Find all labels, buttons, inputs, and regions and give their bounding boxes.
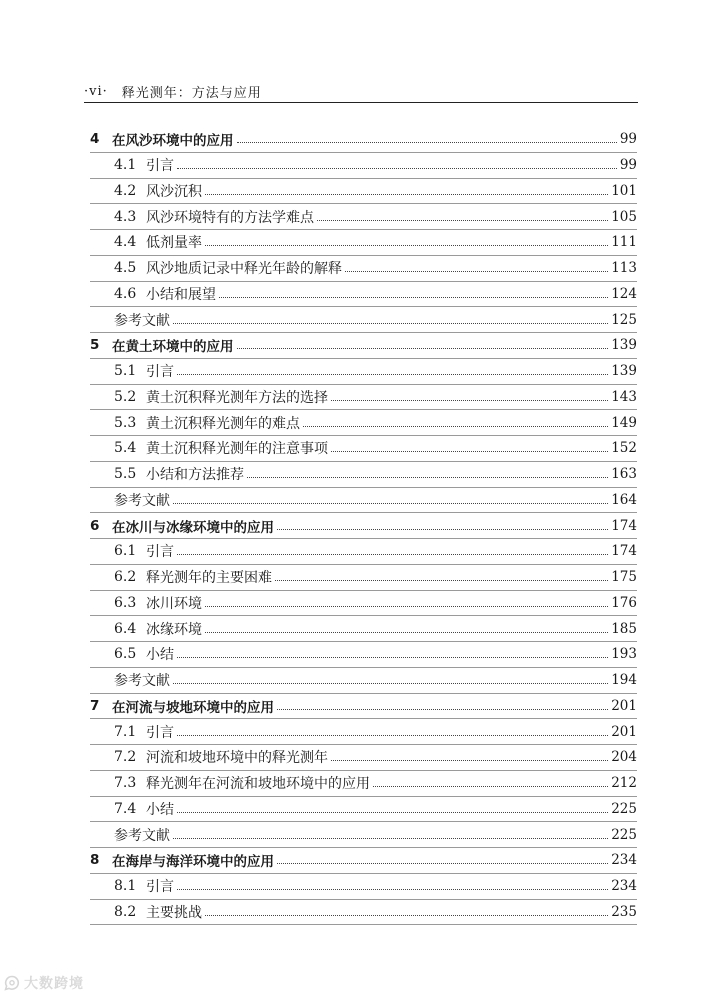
toc-references-entry [90, 822, 637, 848]
table-of-contents [90, 127, 637, 925]
toc-entry-page: 111 [611, 234, 637, 251]
toc-entry-title: 小结 [146, 647, 174, 664]
toc-references-entry [90, 668, 637, 694]
toc-chapter-entry [90, 694, 637, 720]
toc-entry-number: 7 [90, 697, 100, 714]
toc-dot-leader [331, 450, 608, 452]
toc-section-entry [90, 771, 637, 797]
header-book-title: 释光测年：方法与应用 [121, 85, 262, 101]
toc-entry-number: 4.5 [114, 260, 137, 277]
toc-section-entry [90, 719, 637, 745]
toc-section-entry [90, 591, 637, 617]
toc-entry-number: 4.6 [114, 285, 137, 302]
toc-dot-leader [277, 528, 608, 530]
toc-dot-leader [303, 425, 608, 427]
toc-entry-number: 6.4 [114, 620, 137, 637]
watermark [4, 973, 84, 993]
toc-entry-number: 7.2 [114, 749, 137, 766]
toc-entry-number: 5 [90, 337, 100, 354]
toc-entry-page: 194 [611, 672, 637, 689]
toc-dot-leader [277, 862, 608, 864]
toc-section-entry [90, 385, 637, 411]
toc-entry-title: 参考文献 [114, 673, 170, 690]
toc-entry-page: 201 [611, 697, 637, 714]
toc-entry-title: 风沙地质记录中释光年龄的解释 [146, 261, 342, 278]
toc-entry-title: 在河流与坡地环境中的应用 [112, 699, 274, 716]
toc-entry-page: 139 [611, 363, 637, 380]
toc-entry-page: 204 [611, 749, 637, 766]
toc-entry-number: 7.1 [114, 723, 137, 740]
toc-entry-page: 235 [611, 903, 637, 920]
toc-section-entry [90, 204, 637, 230]
toc-section-entry [90, 179, 637, 205]
toc-section-entry [90, 745, 637, 771]
toc-entry-number: 4.4 [114, 234, 137, 251]
toc-entry-page: 125 [611, 311, 637, 328]
toc-section-entry [90, 797, 637, 823]
toc-entry-title: 冰缘环境 [146, 621, 202, 638]
toc-entry-title: 参考文献 [114, 312, 170, 329]
toc-entry-title: 引言 [146, 724, 174, 741]
toc-section-entry [90, 153, 637, 179]
toc-entry-page: 163 [611, 466, 637, 483]
toc-entry-title: 黄土沉积释光测年的难点 [146, 415, 300, 432]
toc-section-entry [90, 565, 637, 591]
toc-dot-leader [331, 759, 608, 761]
toc-entry-title: 在风沙环境中的应用 [112, 133, 234, 150]
toc-dot-leader [177, 888, 608, 890]
toc-entry-number: 5.4 [114, 440, 137, 457]
toc-entry-title: 冰川环境 [146, 595, 202, 612]
toc-chapter-entry [90, 127, 637, 153]
toc-dot-leader [373, 785, 608, 787]
toc-entry-page: 212 [611, 775, 637, 792]
toc-entry-page: 176 [611, 594, 637, 611]
toc-entry-number: 5.5 [114, 466, 137, 483]
running-header [84, 80, 638, 103]
toc-section-entry [90, 874, 637, 900]
toc-entry-page: 124 [611, 285, 637, 302]
toc-dot-leader [205, 244, 608, 246]
watermark-text: 大数跨境 [24, 976, 84, 992]
toc-chapter-entry [90, 848, 637, 874]
toc-entry-page: 193 [611, 646, 637, 663]
toc-dot-leader [177, 656, 608, 658]
toc-chapter-entry [90, 333, 637, 359]
toc-entry-number: 4.3 [114, 208, 137, 225]
toc-entry-title: 河流和坡地环境中的释光测年 [146, 750, 328, 767]
toc-entry-title: 黄土沉积释光测年方法的选择 [146, 389, 328, 406]
toc-entry-title: 低剂量率 [146, 235, 202, 252]
toc-entry-number: 4.1 [114, 157, 137, 174]
toc-entry-number: 6.5 [114, 646, 137, 663]
toc-entry-number: 7.3 [114, 775, 137, 792]
toc-entry-page: 234 [611, 878, 637, 895]
toc-entry-number: 8.1 [114, 878, 137, 895]
toc-dot-leader [205, 631, 608, 633]
header-page-number: ·vi· [84, 83, 108, 99]
toc-dot-leader [237, 141, 617, 143]
toc-dot-leader [177, 811, 608, 813]
toc-entry-page: 234 [611, 852, 637, 869]
toc-dot-leader [205, 914, 608, 916]
toc-dot-leader [177, 373, 608, 375]
toc-chapter-entry [90, 513, 637, 539]
toc-entry-page: 101 [611, 182, 637, 199]
toc-entry-title: 释光测年的主要困难 [146, 570, 272, 587]
toc-dot-leader [237, 347, 609, 349]
toc-section-entry [90, 436, 637, 462]
toc-dot-leader [317, 219, 608, 221]
toc-dot-leader [247, 476, 608, 478]
toc-entry-number: 5.2 [114, 388, 137, 405]
toc-entry-title: 小结和方法推荐 [146, 467, 244, 484]
toc-dot-leader [177, 167, 617, 169]
toc-dot-leader [205, 193, 608, 195]
toc-entry-page: 105 [611, 208, 637, 225]
toc-entry-title: 参考文献 [114, 492, 170, 509]
toc-section-entry [90, 282, 637, 308]
toc-entry-page: 185 [611, 620, 637, 637]
toc-entry-page: 225 [611, 800, 637, 817]
toc-section-entry [90, 642, 637, 668]
toc-entry-title: 引言 [146, 544, 174, 561]
toc-dot-leader [345, 270, 608, 272]
toc-entry-number: 6 [90, 517, 100, 534]
toc-references-entry [90, 488, 637, 514]
toc-dot-leader [331, 399, 608, 401]
toc-entry-page: 164 [611, 491, 637, 508]
toc-entry-number: 4 [90, 131, 100, 148]
toc-entry-title: 引言 [146, 158, 174, 175]
toc-references-entry [90, 307, 637, 333]
toc-entry-title: 在黄土环境中的应用 [112, 339, 234, 356]
toc-entry-page: 174 [611, 517, 637, 534]
toc-entry-title: 小结和展望 [146, 286, 216, 303]
toc-entry-page: 99 [619, 131, 637, 148]
toc-entry-page: 99 [619, 157, 637, 174]
toc-entry-title: 小结 [146, 801, 174, 818]
toc-entry-title: 引言 [146, 879, 174, 896]
toc-entry-title: 参考文献 [114, 827, 170, 844]
toc-entry-title: 主要挑战 [146, 904, 202, 921]
toc-entry-number: 8 [90, 852, 100, 869]
toc-entry-number: 8.2 [114, 903, 137, 920]
toc-entry-number: 5.1 [114, 363, 137, 380]
toc-entry-page: 152 [611, 440, 637, 457]
toc-dot-leader [177, 734, 608, 736]
toc-section-entry [90, 256, 637, 282]
toc-entry-page: 201 [611, 723, 637, 740]
toc-entry-number: 4.2 [114, 182, 137, 199]
toc-section-entry [90, 410, 637, 436]
toc-section-entry [90, 616, 637, 642]
toc-entry-title: 释光测年在河流和坡地环境中的应用 [146, 776, 370, 793]
toc-entry-number: 7.4 [114, 800, 137, 817]
toc-entry-page: 149 [611, 414, 637, 431]
toc-entry-title: 在海岸与海洋环境中的应用 [112, 854, 274, 871]
toc-entry-title: 风沙沉积 [146, 183, 202, 200]
toc-dot-leader [173, 502, 608, 504]
toc-entry-page: 143 [611, 388, 637, 405]
toc-section-entry [90, 359, 637, 385]
toc-entry-page: 174 [611, 543, 637, 560]
toc-entry-title: 黄土沉积释光测年的注意事项 [146, 441, 328, 458]
toc-dot-leader [205, 605, 608, 607]
toc-entry-page: 225 [611, 826, 637, 843]
toc-entry-number: 5.3 [114, 414, 137, 431]
toc-section-entry [90, 539, 637, 565]
toc-dot-leader [173, 682, 608, 684]
toc-entry-page: 175 [611, 569, 637, 586]
toc-entry-title: 在冰川与冰缘环境中的应用 [112, 519, 274, 536]
toc-section-entry [90, 462, 637, 488]
toc-entry-page: 139 [611, 337, 637, 354]
toc-entry-title: 引言 [146, 364, 174, 381]
toc-dot-leader [173, 322, 608, 324]
toc-section-entry [90, 230, 637, 256]
chat-bubble-icon [4, 975, 20, 991]
toc-entry-number: 6.1 [114, 543, 137, 560]
toc-dot-leader [275, 579, 608, 581]
toc-section-entry [90, 900, 637, 926]
toc-entry-number: 6.3 [114, 594, 137, 611]
toc-entry-page: 113 [611, 260, 637, 277]
toc-dot-leader [173, 837, 608, 839]
toc-entry-title: 风沙环境特有的方法学难点 [146, 209, 314, 226]
toc-entry-number: 6.2 [114, 569, 137, 586]
toc-dot-leader [177, 553, 608, 555]
toc-dot-leader [219, 296, 608, 298]
toc-dot-leader [277, 708, 608, 710]
